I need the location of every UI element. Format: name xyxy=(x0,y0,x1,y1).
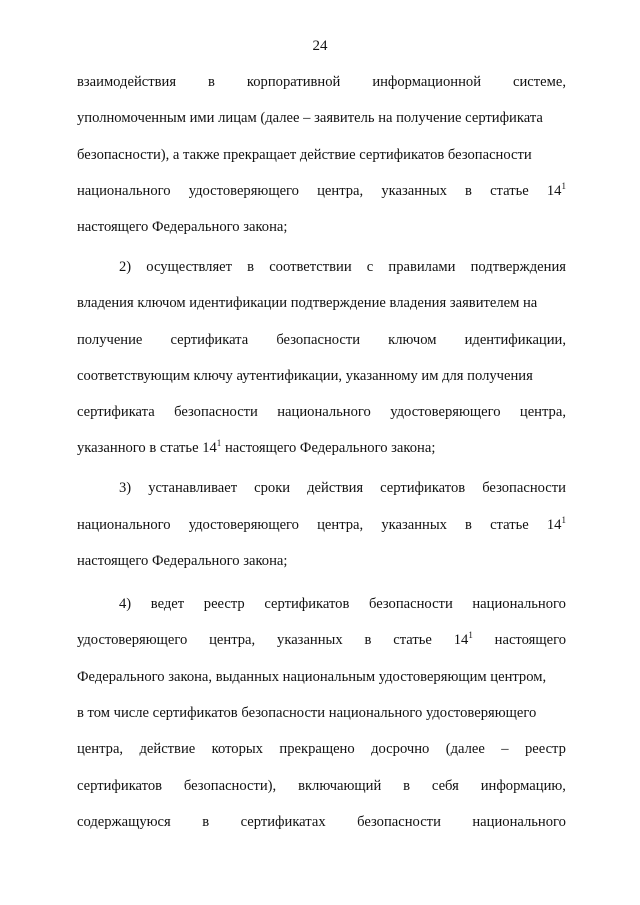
text-line xyxy=(77,776,566,812)
word: реестр xyxy=(203,596,245,613)
word: корпоративной xyxy=(246,74,341,90)
article-superscript: 1 xyxy=(216,438,222,449)
word: центра, xyxy=(317,182,364,199)
text-line xyxy=(77,667,566,703)
text-line xyxy=(77,330,566,366)
word: национального xyxy=(77,516,171,533)
text-line xyxy=(77,181,566,217)
word: указанных xyxy=(381,516,447,533)
word: подтверждения xyxy=(470,258,566,275)
text-line xyxy=(77,293,566,329)
line-text: в том числе сертификатов безопасности национального удостоверяющего xyxy=(77,705,537,722)
article-superscript: 1 xyxy=(468,630,473,641)
word: удостоверяющего xyxy=(390,404,501,421)
page-number: 24 xyxy=(312,38,328,54)
text-line xyxy=(77,257,566,293)
article-ref xyxy=(547,515,566,551)
word: (далее xyxy=(445,741,485,758)
word: устанавливает xyxy=(148,480,238,497)
text-line xyxy=(77,366,566,402)
word: действие xyxy=(139,741,196,758)
word: сертификатов xyxy=(264,596,350,613)
word: центра, xyxy=(317,516,364,533)
word: которых xyxy=(211,741,263,758)
word: центра, xyxy=(209,632,256,649)
word: в xyxy=(465,182,472,199)
word: статье xyxy=(393,632,432,649)
text-line xyxy=(77,630,566,666)
item-number: 4) xyxy=(119,596,132,613)
word: настоящего xyxy=(494,632,566,649)
text-line xyxy=(77,72,566,108)
word: содержащуюся xyxy=(77,813,171,830)
line-text: безопасности), а также прекращает действие сертификатов безопасности xyxy=(77,146,532,163)
text-line xyxy=(77,478,566,514)
text-line xyxy=(77,108,566,144)
article-number: 14 xyxy=(546,516,562,533)
word: включающий xyxy=(298,777,382,794)
word: осуществляет xyxy=(146,258,233,275)
article-superscript: 1 xyxy=(561,514,566,525)
word: сроки xyxy=(254,480,291,497)
word: в xyxy=(247,258,255,275)
article-ref xyxy=(547,181,566,217)
word: безопасности xyxy=(368,596,453,613)
word: в xyxy=(208,74,215,90)
word: в xyxy=(403,777,411,794)
word: национального xyxy=(472,596,566,613)
word: взаимодействия xyxy=(77,74,177,90)
word: – xyxy=(501,741,509,758)
word: удостоверяющего xyxy=(77,632,188,649)
article-ref xyxy=(454,630,473,666)
word: информацию, xyxy=(480,777,566,794)
word: статье xyxy=(490,516,529,533)
article-number: 14 xyxy=(453,632,469,649)
word: в xyxy=(364,632,372,649)
line-text: соответствующим ключу аутентификации, указанному им для получения xyxy=(77,367,533,384)
word: безопасности xyxy=(482,480,566,497)
word: удостоверяющего xyxy=(188,516,299,533)
word: удостоверяющего xyxy=(188,182,299,199)
line-text: указанного в статье 14 xyxy=(77,440,217,457)
word: центра, xyxy=(519,404,566,421)
line-text: настоящего Федерального закона; xyxy=(77,219,288,236)
line-text: настоящего Федерального закона; xyxy=(77,552,288,569)
text-line xyxy=(77,438,566,474)
line-text: уполномоченным ими лицам (далее – заявитель на получение сертификата xyxy=(77,110,543,127)
word: национального xyxy=(472,813,566,830)
word: с xyxy=(366,258,374,275)
word: действия xyxy=(307,480,364,497)
line-text: владения ключом идентификации подтверждение владения заявителем на xyxy=(77,295,538,312)
word: сертификата xyxy=(170,331,249,348)
article-superscript: 1 xyxy=(561,180,566,191)
text-line xyxy=(77,594,566,630)
word: информационной xyxy=(372,74,482,90)
word: идентификации, xyxy=(464,331,566,348)
line-text: настоящего Федерального закона; xyxy=(221,440,436,457)
word: в xyxy=(202,813,210,830)
text-line xyxy=(77,703,566,739)
word: ведет xyxy=(150,596,185,613)
text-line xyxy=(77,217,566,253)
item-number: 2) xyxy=(119,258,132,275)
word: центра, xyxy=(77,741,124,758)
text-line xyxy=(77,402,566,438)
word: безопасности xyxy=(174,404,258,421)
word: безопасности xyxy=(276,331,361,348)
word: получение xyxy=(77,331,143,348)
text-line xyxy=(77,551,566,587)
word: национального xyxy=(277,404,371,421)
word: безопасности xyxy=(357,813,441,830)
text-line xyxy=(77,812,566,848)
text-line xyxy=(77,739,566,775)
word: указанных xyxy=(277,632,343,649)
word: безопасности), xyxy=(183,777,277,794)
word: правилами xyxy=(388,258,456,275)
word: сертификатах xyxy=(240,813,326,830)
word: прекращено xyxy=(279,741,355,758)
word: соответствии xyxy=(269,258,352,275)
word: указанных xyxy=(381,182,447,199)
word: ключом xyxy=(388,331,437,348)
item-number: 3) xyxy=(119,480,132,497)
word: сертификата xyxy=(77,404,155,421)
text-line xyxy=(77,145,566,181)
word: статье xyxy=(490,182,529,199)
word: системе, xyxy=(513,74,566,90)
word: досрочно xyxy=(371,741,430,758)
text-line xyxy=(77,515,566,551)
word: сертификатов xyxy=(77,777,163,794)
word: реестр xyxy=(524,741,566,758)
word: национального xyxy=(77,182,171,199)
word: в xyxy=(465,516,472,533)
word: себя xyxy=(431,777,459,794)
line-text: Федерального закона, выданных национальным удостоверяющим центром, xyxy=(77,668,547,685)
document-body xyxy=(77,72,566,848)
word: сертификатов xyxy=(380,480,466,497)
article-number: 14 xyxy=(546,182,562,199)
